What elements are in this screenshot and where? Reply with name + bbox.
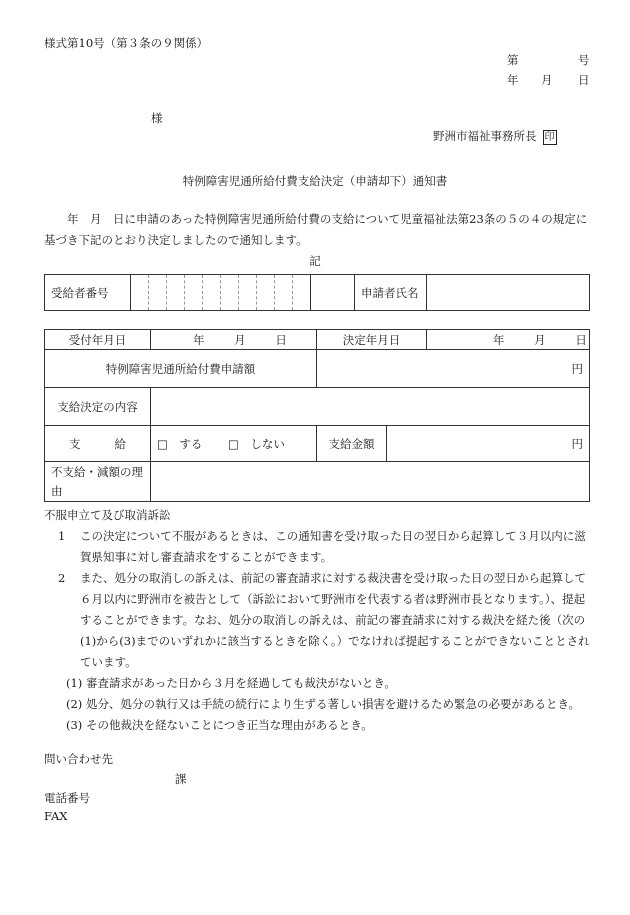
recipient-digit-cell[interactable] xyxy=(257,275,275,311)
sub-text: 処分、処分の執行又は手続の続行により生ずる著しい損害を避けるため緊急の必要があるとき。 xyxy=(86,697,581,711)
payment-label-2: 給 xyxy=(114,436,126,451)
decision-date-field[interactable] xyxy=(427,330,590,350)
recipient-digit-cell[interactable] xyxy=(167,275,185,311)
payment-options xyxy=(151,426,317,462)
receipt-date-field[interactable] xyxy=(151,330,317,350)
yen-unit: 円 xyxy=(571,436,583,451)
decision-table xyxy=(44,329,590,502)
contact-section: 課 xyxy=(175,772,187,786)
contact-fax: FAX xyxy=(44,809,68,823)
issuer xyxy=(433,130,557,145)
sub-text: その他裁決を経ないことにつき正当な理由があるとき。 xyxy=(86,718,373,732)
payment-amount-field[interactable] xyxy=(387,426,590,462)
objection-section xyxy=(44,505,592,736)
applicant-name-field[interactable] xyxy=(427,275,590,311)
decision-day: 日 xyxy=(575,332,587,347)
recipient-number-label: 受給者番号 xyxy=(45,275,131,311)
item-text: この決定について不服があるときは、この通知書を受け取った日の翌日から起算して３月以内に滋賀県知事に対し審査請求をすることができます。 xyxy=(80,529,586,564)
applicant-name-label: 申請者氏名 xyxy=(355,275,427,311)
application-amount-field[interactable] xyxy=(317,350,590,388)
receipt-date-label: 受付年月日 xyxy=(45,330,151,350)
application-amount-label: 特例障害児通所給付費申請額 xyxy=(45,350,317,388)
payment-amount-label: 支給金額 xyxy=(317,426,387,462)
recipient-digit-cell[interactable] xyxy=(239,275,257,311)
date-day: 日 xyxy=(578,73,590,87)
recipient-digit-cell[interactable] xyxy=(203,275,221,311)
contact-phone: 電話番号 xyxy=(44,791,90,805)
item-number: 1 xyxy=(58,529,66,543)
decision-year: 年 xyxy=(493,332,505,347)
date-year: 年 xyxy=(507,73,519,87)
objection-sub-3 xyxy=(44,715,592,736)
recipient-digit-cell[interactable] xyxy=(185,275,203,311)
receipt-day: 日 xyxy=(275,332,287,347)
recipient-digit-cell[interactable] xyxy=(293,275,311,311)
ki-mark: 記 xyxy=(309,254,321,268)
item-number: 2 xyxy=(58,571,66,585)
decision-content-field[interactable] xyxy=(151,388,590,426)
payment-label xyxy=(45,426,151,462)
yen-unit: 円 xyxy=(571,361,583,376)
issuer-name: 野洲市福祉事務所長 xyxy=(433,129,537,143)
receipt-year: 年 xyxy=(193,332,205,347)
payment-option-yes[interactable]: □ する xyxy=(157,436,203,451)
doc-number-label: 第 xyxy=(507,53,519,67)
addressee-suffix: 様 xyxy=(151,111,163,125)
document-title: 特例障害児通所給付費支給決定（申請却下）通知書 xyxy=(182,174,448,188)
seal-mark: 印 xyxy=(544,132,555,143)
objection-sub-2 xyxy=(44,694,592,715)
reason-label: 不支給・減額の理由 xyxy=(45,462,151,502)
sub-number: (1) xyxy=(66,676,83,690)
sub-number: (2) xyxy=(66,697,83,711)
recipient-digit-cell[interactable] xyxy=(149,275,167,311)
date-month: 月 xyxy=(541,73,553,87)
objection-item-2 xyxy=(44,568,592,673)
reason-field[interactable] xyxy=(151,462,590,502)
payment-label-1: 支 xyxy=(69,436,81,451)
sub-number: (3) xyxy=(66,718,83,732)
objection-item-1 xyxy=(44,526,592,568)
doc-number-suffix: 号 xyxy=(578,53,590,67)
recipient-digit-cell[interactable] xyxy=(131,275,149,311)
payment-option-no[interactable]: □ しない xyxy=(228,436,285,451)
objection-heading: 不服申立て及び取消訴訟 xyxy=(44,508,171,522)
recipient-digit-cell[interactable] xyxy=(275,275,293,311)
decision-date-label: 決定年月日 xyxy=(317,330,427,350)
sub-text: 審査請求があった日から３月を経過しても裁決がないとき。 xyxy=(86,676,396,690)
recipient-digit-cell[interactable] xyxy=(221,275,239,311)
decision-month: 月 xyxy=(534,332,546,347)
recipient-spacer-cell xyxy=(311,275,355,311)
contact-heading: 問い合わせ先 xyxy=(44,752,113,766)
receipt-month: 月 xyxy=(234,332,246,347)
body-text: 年 月 日に申請のあった特例障害児通所給付費の支給について児童福祉法第23条の５の４の規定に基づき下記のとおり決定しましたので通知します。 xyxy=(44,212,588,247)
decision-content-label: 支給決定の内容 xyxy=(45,388,151,426)
form-number: 様式第10号（第３条の９関係） xyxy=(44,36,209,50)
item-text: また、処分の取消しの訴えは、前記の審査請求に対する裁決書を受け取った日の翌日から起算して６月以内に野洲市を被告として（訴訟において野洲市を代表する者は野洲市長となります。）、提起することができます。なお、処分の取消しの訴えは、前記の審査請求に対する裁決を経た後（次の(1)から(3)までのいずれかに該当するときを除く。）でなければ提起することができないこととされています。 xyxy=(80,571,590,669)
recipient-table xyxy=(44,274,590,311)
objection-sub-1 xyxy=(44,673,592,694)
